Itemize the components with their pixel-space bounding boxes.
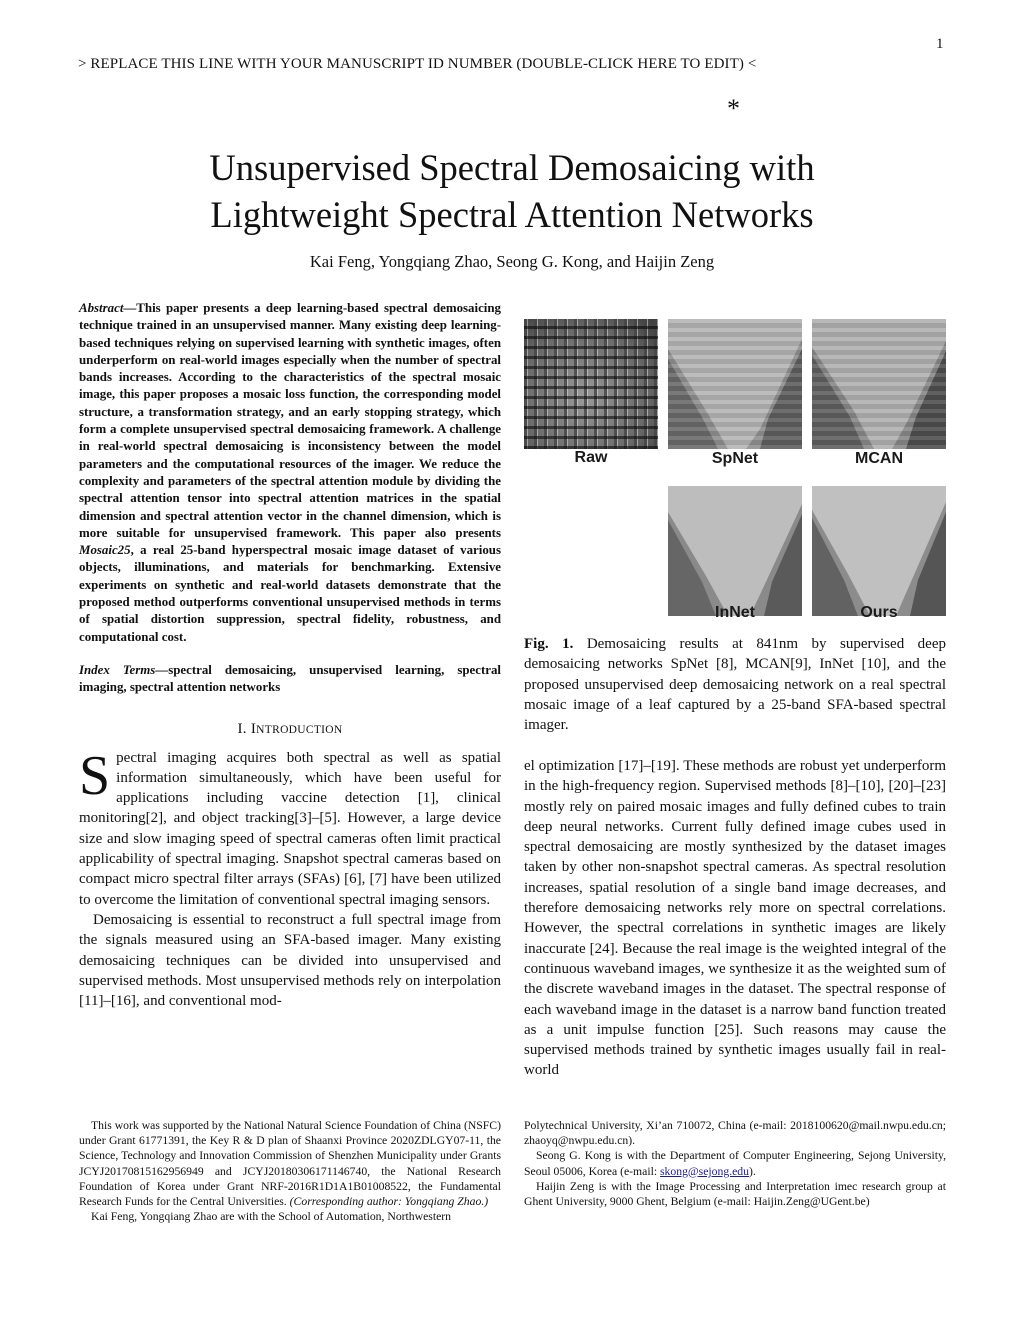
dataset-name: Mosaic25 — [79, 543, 131, 558]
leaf-image-innet — [668, 486, 802, 616]
funding-footnote — [79, 1118, 501, 1209]
title-footnote-mark: * — [727, 94, 740, 123]
email-link-skong[interactable]: skong@sejong.edu — [660, 1164, 749, 1178]
abstract-text-1: This paper presents a deep learning-based spectral demosaicing technique trained in an unsupervised manner. Many existing deep learning-based techniques relying on supervised learning with synthetic images, often underperform on real-world images especially when the number of spectral bands increases. According to the characteristics of the spectral mosaic image, this paper proposes a mosaic loss function, the corresponding model structure, a transformation strategy, and an early stopping strategy, which form a complete unsupervised spectral demosaicing framework. A challenge in real-world spectral demosaicing is inconsistency between the model parameters and the computational resources of the imager. We reduce the complexity and parameters of the spectral attention module by dividing the spectral attention tensor into spectral attention matrices in the spatial dimension and spectral attention vector in the channel dimension, which is more suitable for unsupervised framework. This paper also presents — [79, 301, 501, 540]
figure-panel-raw — [524, 319, 658, 449]
caption-text: Demosaicing results at 841nm by supervised deep demosaicing networks SpNet [8], MCAN[9], InNet [10], and the proposed unsupervised deep demosaicing network on a real spectral mosaic image of a leaf captured by a 25-band SFA-based spectral imager. — [524, 636, 946, 734]
affiliation-3: Haijin Zeng is with the Image Processing and Interpretation imec research group at Ghent University, 9000 Ghent, Belgium (e-mail: Haijin.Zeng@UGent.be) — [524, 1179, 946, 1209]
figure-panel-spnet — [668, 319, 802, 449]
panel-label-ours: Ours — [860, 604, 898, 621]
section-heading-introduction — [79, 721, 501, 738]
figure-panel-mcan — [812, 319, 946, 449]
figure-1 — [524, 312, 946, 624]
figure-panel-ours — [812, 486, 946, 616]
left-column — [79, 300, 501, 1011]
intro-paragraph-2-continued: el optimization [17]–[19]. These methods are robust yet underperform in the high-frequency region. Supervised methods [8]–[10], [20]–[23] mostly rely on paired mosaic images and fully defined cubes to train deep neural networks. Current fully defined image cubes used in spectral demosaicing are mostly synthesized by the dataset images taken by other non-snapshot spectral cameras. As spectral resolution increases, spatial resolution of a single band image decreases, and therefore demosaicing networks rely more on spectral correlations. However, the spectral correlations in synthetic images are likely inaccurate [24]. Because the real image is the weighted integral of the continuous waveband images, we synthesize it as the weighted sum of the discrete waveband images in the dataset. The spectral response of each waveband image in the dataset is a narrow band function treated as a unit impulse function [25]. Such reasons may cause the supervised methods trained by synthetic images usually fail in real-world — [524, 758, 946, 1079]
funding-text: This work was supported by the National Natural Science Foundation of China (NSFC) under Grant 61771391, the Key R & D plan of Shaanxi Province 2020ZDLGY07-11, the Science, Technology and Innovation Commission of Shenzhen Municipality under Grants JCYJ20170815162956949 and JCYJ20180306171146740, the National Research Foundation of Korea under Grant NRF-2016R1D1A1B01008522, the Fundamental Research Funds for the Central Universities. — [79, 1119, 501, 1209]
intro-paragraph-1-text: pectral imaging acquires both spectral as well as spatial information simultaneously, which have been useful for applications including vaccine detection [1], clinical monitoring[2], and object tracking[3]–[5]. However, a large device size and slow imaging speed of spectral cameras often limit practical applicability of spectral imaging. Snapshot spectral cameras based on compact micro spectral filter arrays (SFAs) [6], [7] have been utilized to overcome the limitation of conventional spectral imaging sensors. — [79, 749, 501, 908]
affiliation-2 — [524, 1148, 946, 1178]
affiliation-1-start: Kai Feng, Yongqiang Zhao are with the School of Automation, Northwestern — [91, 1210, 451, 1224]
index-terms-text: spectral demosaicing, unsupervised learning, spectral imaging, spectral attention networks — [79, 662, 501, 695]
panel-label-mcan: MCAN — [855, 450, 903, 467]
footnotes-left — [79, 1118, 501, 1224]
footnotes-right — [524, 1118, 946, 1209]
right-column — [524, 756, 946, 1081]
page-number: 1 — [936, 36, 944, 52]
panel-label-raw: Raw — [574, 449, 608, 466]
drop-cap: S — [79, 744, 111, 807]
affiliation-1-end: Polytechnical University, Xi’an 710072, China (e-mail: 2018100620@mail.nwpu.edu.cn; zhaoyq@nwpu.edu.cn). — [524, 1119, 946, 1148]
index-terms — [79, 662, 501, 697]
title-line-1: Unsupervised Spectral Demosaicing with — [209, 147, 815, 188]
running-header: > REPLACE THIS LINE WITH YOUR MANUSCRIPT ID NUMBER (DOUBLE-CLICK HERE TO EDIT) < — [78, 56, 757, 72]
corresponding-author: (Corresponding author: Yongqiang Zhao.) — [289, 1195, 489, 1209]
title-line-2: Lightweight Spectral Attention Networks — [210, 194, 814, 235]
section-numeral: I. I — [237, 720, 257, 737]
index-terms-lead: Index Terms — [79, 662, 156, 677]
panel-label-innet: InNet — [715, 604, 755, 621]
affiliation-2-end: ). — [749, 1164, 756, 1178]
figure-1-caption — [524, 634, 946, 735]
abstract-dash: — — [123, 301, 137, 315]
figure-panel-innet — [668, 486, 802, 616]
abstract — [79, 300, 501, 646]
panel-label-spnet: SpNet — [711, 450, 759, 467]
caption-label: Fig. 1. — [524, 636, 574, 652]
affiliation-2-text: Seong G. Kong is with the Department of Computer Engineering, Sejong University, Seoul 05006, Korea (e-mail: — [524, 1149, 946, 1178]
index-terms-dash: — — [155, 662, 169, 677]
intro-paragraph-2: Demosaicing is essential to reconstruct a full spectral image from the signals measured using an SFA-based imager. Many existing demosaicing techniques can be divided into unsupervised and supervised methods. Most unsupervised methods rely on interpolation [11]–[16], and conventional mod- — [79, 911, 501, 1010]
stripe-artifacts — [668, 319, 802, 449]
stripe-artifacts — [812, 319, 946, 449]
section-title-rest: NTRODUCTION — [256, 723, 343, 736]
leaf-image-ours — [812, 486, 946, 616]
intro-paragraph-1 — [79, 744, 501, 910]
abstract-lead: Abstract — [79, 301, 124, 315]
abstract-text-2: , a real 25-band hyperspectral mosaic image dataset of various objects, illuminations, and materials for benchmarking. Extensive experiments on synthetic and real-world datasets demonstrate that the proposed method outperforms conventional unsupervised methods in terms of spatial distortion suppression, spectral fidelity, robustness, and computational cost. — [79, 543, 501, 644]
author-list: Kai Feng, Yongqiang Zhao, Seong G. Kong, and Haijin Zeng — [309, 252, 715, 271]
paper-title — [120, 144, 904, 238]
